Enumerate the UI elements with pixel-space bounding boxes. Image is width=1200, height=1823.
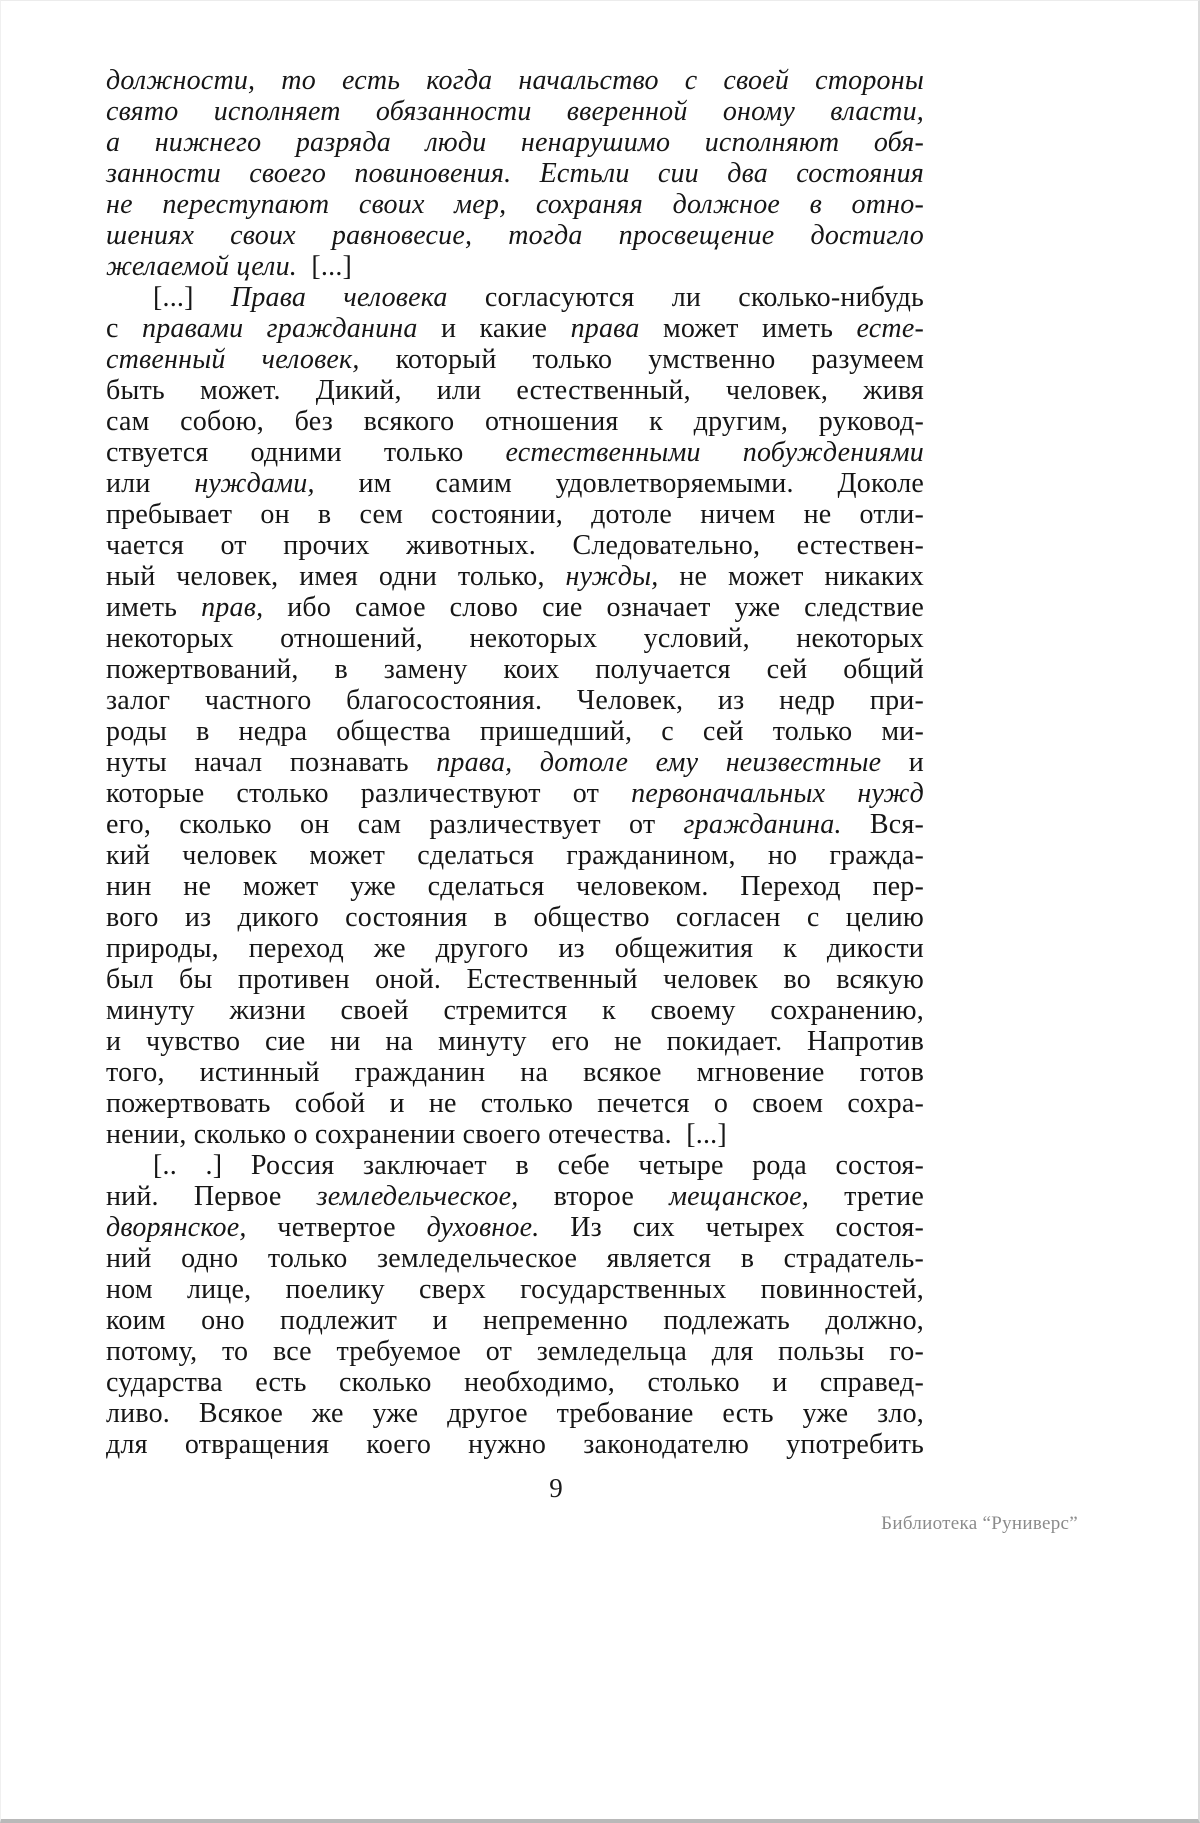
text-line xyxy=(106,747,924,778)
italic-text: ственный человек, xyxy=(106,344,360,375)
text-line xyxy=(106,1119,924,1150)
text-line xyxy=(106,1429,924,1460)
text-line xyxy=(106,933,924,964)
italic-text: духовное. xyxy=(426,1212,540,1243)
italic-text: нуждами, xyxy=(194,468,315,499)
text-line xyxy=(106,1305,924,1336)
regular-text: ный человек, имея одни только, xyxy=(106,561,566,592)
regular-text: ний одно только земледельческое является в страдатель- xyxy=(106,1243,924,1274)
text-line xyxy=(106,220,924,251)
regular-text: пребывает он в сем состоянии, дотоле ничем не отли- xyxy=(106,499,924,530)
text-line xyxy=(106,778,924,809)
regular-text: может иметь xyxy=(639,313,857,344)
text-line xyxy=(106,1243,924,1274)
regular-text: согласуются ли сколько-нибудь xyxy=(447,282,925,313)
text-line xyxy=(106,65,924,96)
italic-text: а нижнего разряда люди ненарушимо исполняют обя- xyxy=(106,127,924,158)
text-line xyxy=(106,406,924,437)
text-line xyxy=(106,127,924,158)
text-line xyxy=(106,902,924,933)
regular-text: сударства есть сколько необходимо, столько и справед- xyxy=(106,1367,924,1398)
text-block xyxy=(106,65,924,1460)
text-line xyxy=(106,1398,924,1429)
regular-text: [...] xyxy=(297,251,353,282)
regular-text: и чувство сие ни на минуту его не покидает. Напротив xyxy=(106,1026,924,1057)
italic-text: права xyxy=(570,313,640,344)
text-line xyxy=(106,158,924,189)
text-line xyxy=(106,964,924,995)
text-line xyxy=(106,561,924,592)
paragraph xyxy=(106,1150,924,1460)
regular-text: нуты начал познавать xyxy=(106,747,437,778)
text-line xyxy=(106,995,924,1026)
regular-text: быть может. Дикий, или естественный, человек, живя xyxy=(106,375,924,406)
regular-text: ибо самое слово сие означает уже следствие xyxy=(263,592,924,623)
regular-text: того, истинный гражданин на всякое мгновение готов xyxy=(106,1057,924,1088)
italic-text: занности своего повиновения. Естьли сии два состояния xyxy=(106,158,924,189)
regular-text: ний. Первое xyxy=(106,1181,317,1212)
text-line xyxy=(106,96,924,127)
text-line xyxy=(106,1212,924,1243)
text-line xyxy=(106,840,924,871)
regular-text: или xyxy=(106,468,195,499)
regular-text: [.. .] Россия заключает в себе четыре рода состоя- xyxy=(153,1150,924,1181)
italic-text: мещанское, xyxy=(669,1181,810,1212)
regular-text: природы, переход же другого из общежития к дикости xyxy=(106,933,924,964)
regular-text: не может никаких xyxy=(658,561,924,592)
regular-text: кий человек может сделаться гражданином, но гражда- xyxy=(106,840,924,871)
text-line xyxy=(106,530,924,561)
text-line xyxy=(106,592,924,623)
regular-text: залог частного благосостояния. Человек, из недр при- xyxy=(106,685,924,716)
italic-text: желаемой цели. xyxy=(106,251,297,282)
regular-text: им самим удовлетворяемыми. Доколе xyxy=(314,468,924,499)
regular-text: его, сколько он сам различествует от xyxy=(106,809,684,840)
regular-text: ном лице, поелику сверх государственных повинностей, xyxy=(106,1274,924,1305)
text-line xyxy=(106,685,924,716)
text-line xyxy=(106,1026,924,1057)
regular-text: третие xyxy=(809,1181,924,1212)
italic-text: прав, xyxy=(201,592,264,623)
regular-text: был бы противен оной. Естественный человек во всякую xyxy=(106,964,924,995)
regular-text: четвертое xyxy=(246,1212,427,1243)
text-line xyxy=(106,623,924,654)
regular-text: пожертвовать собой и не столько печется о своем сохра- xyxy=(106,1088,924,1119)
regular-text: которые столько различествуют от xyxy=(106,778,632,809)
text-line xyxy=(106,282,924,313)
italic-text: шениях своих равновесие, тогда просвещение достигло xyxy=(106,220,924,251)
regular-text: и xyxy=(881,747,924,778)
regular-text: вого из дикого состояния в общество согласен с целию xyxy=(106,902,924,933)
regular-text: некоторых отношений, некоторых условий, некоторых xyxy=(106,623,924,654)
watermark: Библиотека “Руниверс” xyxy=(881,1513,1078,1534)
text-line xyxy=(106,809,924,840)
italic-text: должности, то есть когда начальство с своей стороны xyxy=(106,65,924,96)
regular-text: для отвращения коего нужно законодателю употребить xyxy=(106,1429,924,1460)
regular-text: потому, то все требуемое от земледельца для пользы го- xyxy=(106,1336,924,1367)
italic-text: свято исполняет обязанности вверенной оному власти, xyxy=(106,96,924,127)
italic-text: права, дотоле ему неизвестные xyxy=(436,747,882,778)
italic-text: не переступают своих мер, сохраняя должное в отно- xyxy=(106,189,924,220)
regular-text: с xyxy=(106,313,143,344)
regular-text: пожертвований, в замену коих получается сей общий xyxy=(106,654,924,685)
italic-text: нужды, xyxy=(565,561,659,592)
text-line xyxy=(106,1336,924,1367)
regular-text: коим оно подлежит и непременно подлежать должно, xyxy=(106,1305,924,1336)
text-line xyxy=(106,1274,924,1305)
regular-text: роды в недра общества пришедший, с сей только ми- xyxy=(106,716,924,747)
text-line xyxy=(106,1367,924,1398)
text-line xyxy=(106,871,924,902)
text-line xyxy=(106,654,924,685)
regular-text: минуту жизни своей стремится к своему сохранению, xyxy=(106,995,924,1026)
regular-text: сам собою, без всякого отношения к другим, руковод- xyxy=(106,406,924,437)
regular-text: ливо. Всякое же уже другое требование есть уже зло, xyxy=(106,1398,924,1429)
regular-text: [...] xyxy=(153,282,231,313)
italic-text: гражданина. xyxy=(683,809,842,840)
text-line xyxy=(106,251,924,282)
text-line xyxy=(106,1088,924,1119)
regular-text: который только умственно разумеем xyxy=(359,344,924,375)
italic-text: естественными побуждениями xyxy=(505,437,924,468)
regular-text: Из сих четырех состоя- xyxy=(539,1212,924,1243)
text-line xyxy=(106,375,924,406)
text-line xyxy=(106,468,924,499)
regular-text: иметь xyxy=(106,592,202,623)
regular-text: чается от прочих животных. Следовательно, естествен- xyxy=(106,530,924,561)
text-line xyxy=(106,716,924,747)
italic-text: правами гражданина xyxy=(142,313,418,344)
regular-text: Вся- xyxy=(841,809,924,840)
text-line xyxy=(106,499,924,530)
text-line xyxy=(106,437,924,468)
italic-text: дворянское, xyxy=(106,1212,247,1243)
italic-text: Права человека xyxy=(230,282,448,313)
paragraph xyxy=(106,65,924,282)
text-line xyxy=(106,1057,924,1088)
text-line xyxy=(106,189,924,220)
regular-text: и какие xyxy=(417,313,571,344)
text-line xyxy=(106,313,924,344)
paragraph xyxy=(106,282,924,1150)
regular-text: второе xyxy=(518,1181,670,1212)
regular-text: нин не может уже сделаться человеком. Переход пер- xyxy=(106,871,924,902)
regular-text: нении, сколько о сохранении своего отечества. [...] xyxy=(106,1119,727,1150)
text-line xyxy=(106,344,924,375)
italic-text: первоначальных нужд xyxy=(631,778,924,809)
page-number: 9 xyxy=(549,1473,563,1503)
regular-text: ствуется одними только xyxy=(106,437,506,468)
text-line xyxy=(106,1181,924,1212)
italic-text: есте- xyxy=(856,313,924,344)
italic-text: земледельческое, xyxy=(316,1181,519,1212)
text-line xyxy=(106,1150,924,1181)
